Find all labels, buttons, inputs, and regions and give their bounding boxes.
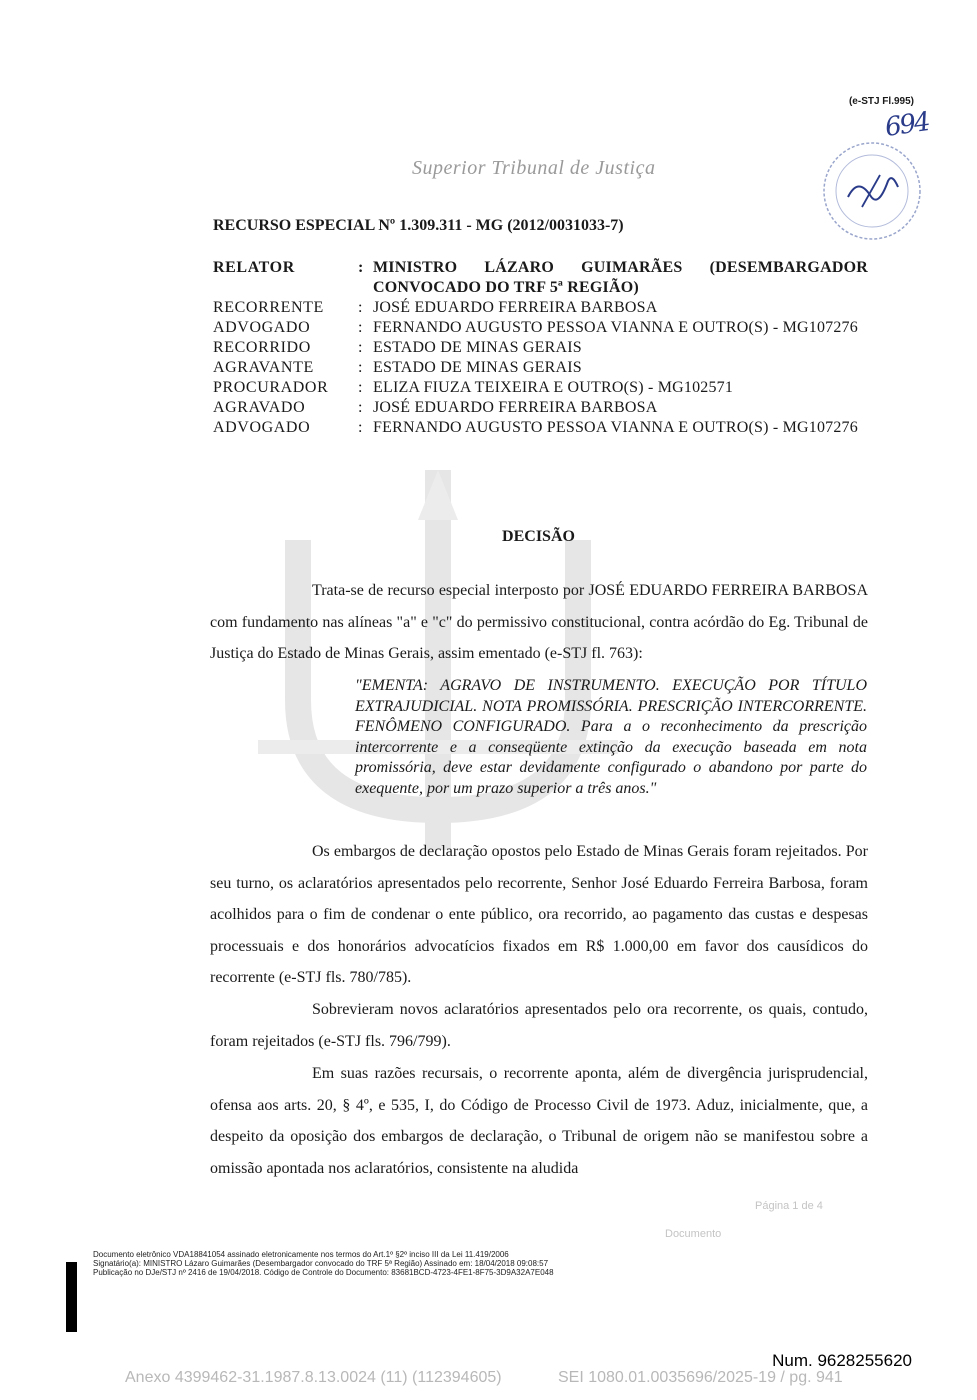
paragraph-razoes: Em suas razões recursais, o recorrente aponta, além de divergência jurisprudencial, ofensa aos arts. 20, § 4º, e 535, I, do Código de Processo Civil de 1973. Aduz, inicialmente, que, a despeito da oposição dos embargos de declaração, o Tribunal de origem não se manifestou sobre a omissão apontada nos aclaratórios, consistente na aludida	[210, 1065, 868, 1177]
parties-table	[213, 258, 868, 438]
annex-reference: Anexo 4399462-31.1987.8.13.0024 (11) (112394605)	[125, 1369, 502, 1386]
document-number: Num. 9628255620	[772, 1351, 912, 1370]
party-row: RECORRENTE : JOSÉ EDUARDO FERREIRA BARBOSA	[213, 298, 868, 318]
party-value: ESTADO DE MINAS GERAIS	[373, 359, 582, 376]
party-value: MINISTRO LÁZARO GUIMARÃES (DESEMBARGADOR CONVOCADO DO TRF 5ª REGIÃO)	[373, 259, 868, 296]
party-row: ADVOGADO : FERNANDO AUGUSTO PESSOA VIANNA E OUTRO(S) - MG107276	[213, 318, 868, 338]
scan-margin-bar	[66, 1262, 77, 1332]
court-stamp-seal	[818, 137, 926, 245]
signature-line: Documento eletrônico VDA18841054 assinado eletronicamente nos termos do Art.1º §2º inciso III da Lei 11.419/2006	[93, 1250, 509, 1259]
party-label: ADVOGADO	[213, 419, 311, 436]
paragraph-aclaratorios: Sobrevieram novos aclaratórios apresentados pelo ora recorrente, os quais, contudo, foram rejeitados (e-STJ fls. 796/799).	[210, 1001, 868, 1050]
party-label: RECORRENTE	[213, 299, 324, 316]
ementa-quote: "EMENTA: AGRAVO DE INSTRUMENTO. EXECUÇÃO POR TÍTULO EXTRAJUDICIAL. NOTA PROMISSÓRIA. PRESCRIÇÃO INTERCORRENTE. FENÔMENO CONFIGURADO. Para a o reconhecimento da prescrição intercorrente e a conseqüente extinção da execução baseada em nota promissória, deve estar devidamente configurado o abandono por parte do exequente, por um prazo superior a três anos."	[355, 677, 867, 797]
handwritten-page-number: 694	[883, 107, 931, 143]
party-row: AGRAVADO : JOSÉ EDUARDO FERREIRA BARBOSA	[213, 398, 868, 418]
case-title: RECURSO ESPECIAL Nº 1.309.311 - MG (2012/0031033-7)	[213, 217, 624, 234]
signature-line: Signatário(a): MINISTRO Lázaro Guimarães (Desembargador convocado do TRF 5ª Região) Assinado em: 18/04/2018 09:08:57	[93, 1259, 549, 1268]
party-label: PROCURADOR	[213, 379, 329, 396]
party-value: JOSÉ EDUARDO FERREIRA BARBOSA	[373, 399, 658, 416]
faint-page-indicator: Página 1 de 4	[755, 1200, 823, 1212]
party-value: ESTADO DE MINAS GERAIS	[373, 339, 582, 356]
party-label: RECORRIDO	[213, 339, 311, 356]
party-value: JOSÉ EDUARDO FERREIRA BARBOSA	[373, 299, 658, 316]
paragraph-embargos: Os embargos de declaração opostos pelo Estado de Minas Gerais foram rejeitados. Por seu turno, os aclaratórios apresentados pelo recorrente, Senhor José Eduardo Ferreira Barbosa, foram acolhidos para o fim de condenar o ente público, ora recorrido, ao pagamento das custas e despesas processuais e dos honorários advocatícios fixados em R$ 1.000,00 em favor dos causídicos do recorrente (e-STJ fls. 780/785).	[210, 843, 868, 986]
party-value: FERNANDO AUGUSTO PESSOA VIANNA E OUTRO(S) - MG107276	[373, 419, 858, 436]
party-label: AGRAVANTE	[213, 359, 314, 376]
party-value: ELIZA FIUZA TEIXEIRA E OUTRO(S) - MG102571	[373, 379, 734, 396]
faint-document-label: Documento	[665, 1228, 722, 1240]
signature-line: Publicação no DJe/STJ nº 2416 de 19/04/2018. Código de Controle do Documento: 83681BCD-4723-4FE1-8F75-3D9A32A7E048	[93, 1268, 554, 1277]
party-row: AGRAVANTE : ESTADO DE MINAS GERAIS	[213, 358, 868, 378]
estj-folio-reference: (e-STJ Fl.995)	[848, 96, 914, 107]
sei-page-reference: SEI 1080.01.0035696/2025-19 / pg. 941	[558, 1369, 843, 1386]
party-label: AGRAVADO	[213, 399, 306, 416]
party-row: RELATOR : MINISTRO LÁZARO GUIMARÃES (DESEMBARGADOR CONVOCADO DO TRF 5ª REGIÃO)	[213, 259, 868, 296]
decision-heading: DECISÃO	[502, 528, 575, 545]
party-value: FERNANDO AUGUSTO PESSOA VIANNA E OUTRO(S) - MG107276	[373, 319, 858, 336]
party-label: RELATOR	[213, 259, 295, 276]
party-row: ADVOGADO : FERNANDO AUGUSTO PESSOA VIANNA E OUTRO(S) - MG107276	[213, 418, 868, 438]
party-row: PROCURADOR : ELIZA FIUZA TEIXEIRA E OUTRO(S) - MG102571	[213, 378, 868, 398]
paragraph-intro: Trata-se de recurso especial interposto por JOSÉ EDUARDO FERREIRA BARBOSA com fundamento nas alíneas "a" e "c" do permissivo constitucional, contra acórdão do Eg. Tribunal de Justiça do Estado de Minas Gerais, assim ementado (e-STJ fl. 763):	[210, 582, 868, 662]
electronic-signature-block	[93, 1250, 554, 1277]
party-row: RECORRIDO : ESTADO DE MINAS GERAIS	[213, 338, 868, 358]
party-label: ADVOGADO	[213, 319, 311, 336]
court-name-header: Superior Tribunal de Justiça	[412, 157, 656, 179]
